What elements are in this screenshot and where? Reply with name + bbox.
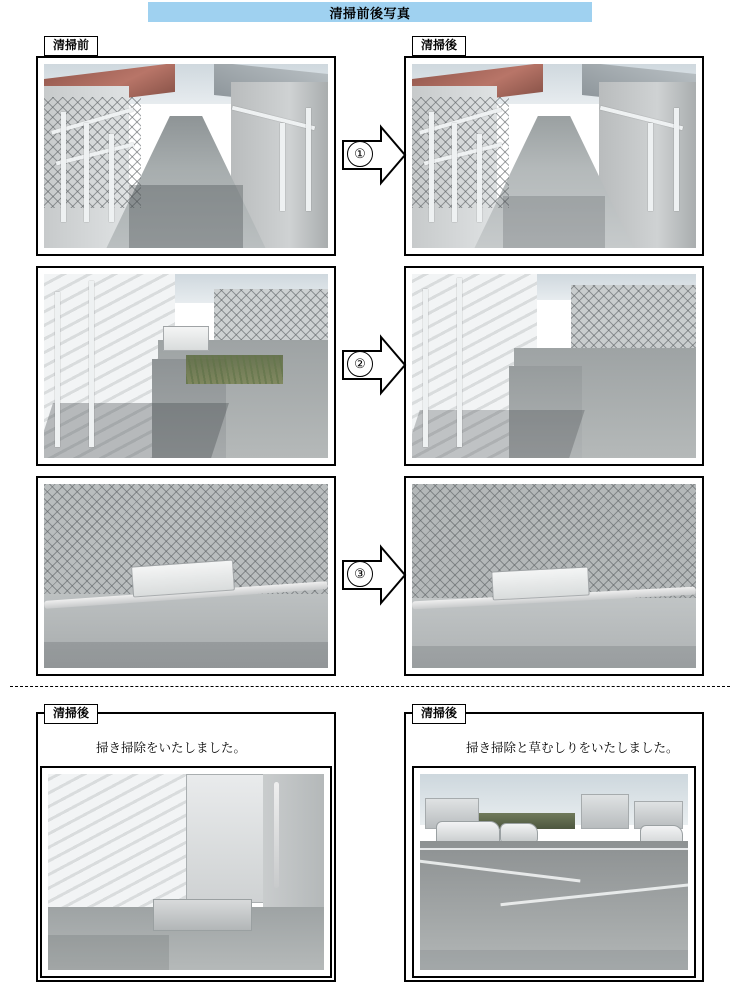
photo-image-before-row3 — [44, 484, 328, 668]
photo-bottom-right — [412, 766, 696, 978]
photo-image-before-row1 — [44, 64, 328, 248]
photo-image-after-row1 — [412, 64, 696, 248]
arrow-row3 — [341, 544, 407, 606]
photo-image-before-row2 — [44, 274, 328, 458]
photo-image-bottom-left — [48, 774, 324, 970]
photo-bottom-left — [40, 766, 332, 978]
after-label-bottom-right: 清掃後 — [412, 704, 466, 724]
photo-after-row3 — [404, 476, 704, 676]
after-label-bottom-left: 清掃後 — [44, 704, 98, 724]
arrow-number-row2: ② — [347, 351, 373, 377]
photo-before-row1 — [36, 56, 336, 256]
arrow-number-row1: ① — [347, 141, 373, 167]
section-divider — [10, 686, 730, 687]
arrow-row1 — [341, 124, 407, 186]
document-title-bar — [148, 2, 592, 22]
after-label-row1: 清掃後 — [412, 36, 466, 56]
photo-image-after-row3 — [412, 484, 696, 668]
before-label-row1: 清掃前 — [44, 36, 98, 56]
photo-after-row1 — [404, 56, 704, 256]
photo-before-row3 — [36, 476, 336, 676]
arrow-row2 — [341, 334, 407, 396]
photo-before-row2 — [36, 266, 336, 466]
caption-bottom-right: 掃き掃除と草むしりをいたしました。 — [466, 741, 679, 755]
caption-bottom-left: 掃き掃除をいたしました。 — [96, 741, 247, 755]
page-title: 清掃前後写真 — [329, 5, 411, 21]
photo-image-after-row2 — [412, 274, 696, 458]
arrow-number-row3: ③ — [347, 561, 373, 587]
photo-after-row2 — [404, 266, 704, 466]
photo-image-bottom-right — [420, 774, 688, 970]
